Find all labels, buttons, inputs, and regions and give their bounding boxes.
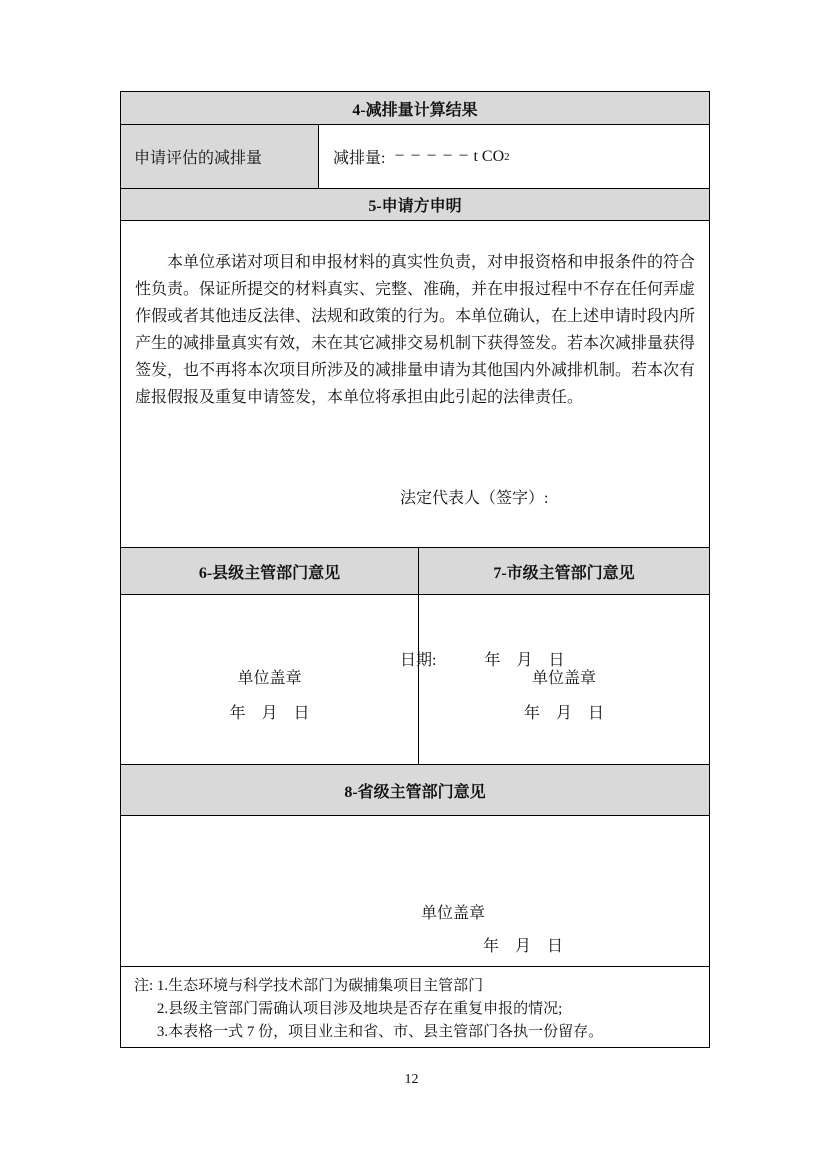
city-date-label: 年 月 日 — [523, 705, 604, 722]
reduction-amount-value-cell — [319, 125, 709, 188]
city-opinion-cell — [419, 595, 709, 764]
section7-title: 7-市级主管部门意见 — [493, 564, 635, 582]
application-form-table — [120, 91, 710, 1048]
county-opinion-cell — [121, 595, 419, 764]
county-city-stamp-row — [121, 595, 709, 765]
province-stamp-label: 单位盖章 — [421, 905, 486, 922]
date-line: 日期: 年 月 日 — [400, 652, 565, 669]
county-city-header-row — [121, 548, 709, 595]
section5-header — [121, 189, 709, 221]
section8-header — [121, 765, 709, 816]
notes-items — [157, 975, 603, 1044]
section8-title: 8-省级主管部门意见 — [344, 783, 486, 801]
reduction-amount-row — [121, 125, 709, 189]
section4-title: 4-减排量计算结果 — [352, 101, 478, 119]
page-number: 12 — [404, 1072, 419, 1087]
note-item-2: 2.县级主管部门需确认项目涉及地块是否存在重复申报的情况; — [156, 1001, 563, 1017]
county-stamp-label: 单位盖章 — [237, 670, 302, 687]
reduction-value-unit: t CO — [473, 147, 505, 165]
reduction-value-prefix: 减排量: — [333, 150, 386, 167]
declaration-paragraph: 本单位承诺对项目和申报材料的真实性负责，对申报资格和申报条件的符合性负责。保证所提交的材料真实、完整、准确，并在申报过程中不存在任何弄虚作假或者其他违反法律、法规和政策的行为。本单位确认，在上述申请时段内所产生的减排量真实有效，未在其它减排交易机制下获得签发。若本次减排量获得签发，也不再将本次项目所涉及的减排量申请为其他国内外减排机制。若本次有虚报假报及重复申请签发，本单位将承担由此引起的法律责任。 — [135, 254, 696, 406]
notes-cell — [121, 967, 709, 1047]
notes-first-line — [134, 975, 699, 1044]
note-item-3: 3.本表格一式 7 份，项目业主和省、市、县主管部门各执一份留存。 — [156, 1024, 604, 1040]
note-item-1: 1.生态环境与科学技术部门为碳捕集项目主管部门 — [156, 978, 484, 994]
reduction-value-blank: – – – – – — [395, 145, 470, 163]
reduction-value-unit-subscript: 2 — [504, 150, 510, 163]
city-stamp-label: 单位盖章 — [531, 670, 596, 687]
notes-prefix: 注: — [134, 978, 157, 994]
section6-header — [121, 548, 419, 594]
province-date-label: 年 月 日 — [483, 938, 564, 955]
legal-representative-signature-line: 法定代表人（签字）: — [400, 490, 549, 507]
section5-title: 5-申请方申明 — [368, 198, 462, 215]
section7-header — [419, 548, 709, 594]
section6-title: 6-县级主管部门意见 — [198, 564, 341, 582]
reduction-amount-label-cell — [121, 125, 319, 188]
reduction-amount-label: 申请评估的减排量 — [134, 150, 263, 167]
province-opinion-cell — [121, 816, 709, 967]
county-date-label: 年 月 日 — [229, 705, 310, 722]
section4-header — [121, 92, 709, 125]
